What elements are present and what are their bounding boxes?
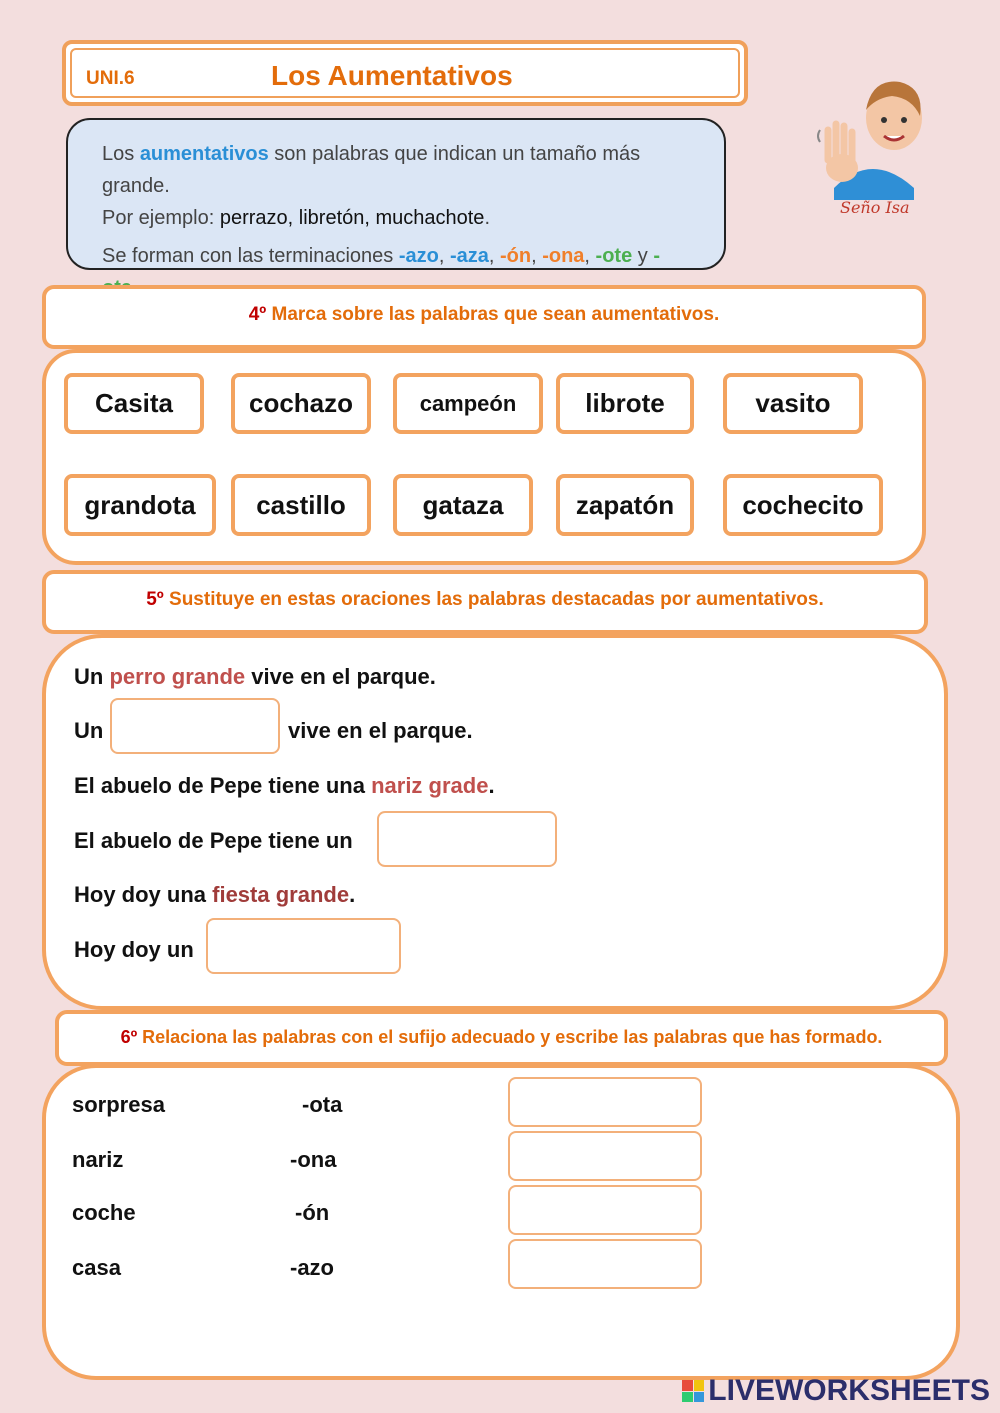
answer-3-input[interactable] — [206, 918, 401, 974]
info-text: . — [484, 207, 490, 229]
suffix-ona: -ona — [542, 245, 585, 267]
sentence-text: vive en el parque. — [245, 664, 436, 689]
signature: Seño Isa — [840, 198, 910, 217]
exercise-number: 5º — [146, 589, 164, 610]
word-option[interactable]: vasito — [723, 373, 863, 434]
suffix-ota: - — [653, 245, 660, 267]
sep: , — [584, 245, 596, 267]
word-option[interactable]: Casita — [64, 373, 204, 434]
exercise5-instruction — [42, 570, 928, 634]
relate-answer-input[interactable] — [508, 1185, 702, 1235]
word-option[interactable]: campeón — [393, 373, 543, 434]
info-text: Los — [102, 143, 140, 165]
info-text: son palabras que indican un tamaño más grande. — [102, 143, 641, 197]
word-option[interactable]: cochecito — [723, 474, 883, 536]
liveworksheets-icon — [682, 1380, 704, 1402]
word-option[interactable]: grandota — [64, 474, 216, 536]
sep: , — [438, 245, 450, 267]
answer-1-input[interactable] — [110, 698, 280, 754]
sentence-text: . — [488, 773, 495, 798]
relate-suffix[interactable]: -azo — [290, 1255, 334, 1280]
answer-1-suffix: vive en el parque. — [288, 718, 473, 743]
suffix-ote: -ote — [595, 245, 633, 267]
relate-answer-input[interactable] — [508, 1239, 702, 1289]
title-box — [62, 40, 748, 106]
word-option[interactable]: zapatón — [556, 474, 694, 536]
answer-2-input[interactable] — [377, 811, 557, 867]
and: y — [632, 245, 654, 267]
info-line-1 — [102, 138, 690, 202]
answer-2-prefix: El abuelo de Pepe tiene un — [74, 828, 353, 853]
relate-word[interactable]: casa — [72, 1255, 121, 1280]
word-option[interactable]: gataza — [393, 474, 533, 536]
answer-3-prefix: Hoy doy un — [74, 937, 194, 962]
brand-text: LIVEWORKSHEETS — [708, 1374, 990, 1407]
suffix-on: -ón — [499, 245, 532, 267]
liveworksheets-logo — [682, 1374, 990, 1408]
highlight-word: nariz grade — [371, 773, 489, 798]
sep: , — [531, 245, 543, 267]
info-keyword: aumentativos — [139, 143, 269, 165]
sentence-3 — [74, 882, 355, 908]
info-text: Se forman con las terminaciones — [102, 245, 399, 267]
instruction-text: Relaciona las palabras con el sufijo adecuado y escribe las palabras que has formado. — [137, 1027, 883, 1047]
relate-suffix[interactable]: -ón — [295, 1200, 330, 1225]
suffix-azo: -azo — [398, 245, 439, 267]
relate-answer-input[interactable] — [508, 1077, 702, 1127]
answer-1-prefix: Un — [74, 718, 104, 743]
sentence-1 — [74, 664, 436, 690]
sentence-text: Un — [74, 664, 110, 689]
sentence-text: . — [349, 882, 356, 907]
relate-answer-input[interactable] — [508, 1131, 702, 1181]
exercise4-instruction — [42, 285, 926, 349]
instruction-text: Sustituye en estas oraciones las palabras destacadas por aumentativos. — [163, 589, 824, 610]
instruction-text: Marca sobre las palabras que sean aumentativos. — [266, 304, 720, 325]
relate-suffix[interactable]: -ota — [302, 1092, 343, 1117]
sep: , — [488, 245, 500, 267]
word-option[interactable]: librote — [556, 373, 694, 434]
exercise6-instruction — [55, 1010, 948, 1066]
info-text: Por ejemplo: — [102, 207, 220, 229]
exercise-number: 6º — [120, 1027, 138, 1047]
word-option[interactable]: castillo — [231, 474, 371, 536]
sentence-text: Hoy doy una — [74, 882, 213, 907]
info-examples: perrazo, libretón, muchachote — [219, 207, 485, 229]
info-line-2 — [102, 202, 690, 234]
exercise-number: 4º — [248, 304, 267, 325]
relate-word[interactable]: sorpresa — [72, 1092, 165, 1117]
exercise6-panel — [42, 1064, 960, 1380]
page-title: Los Aumentativos — [271, 60, 513, 91]
relate-suffix[interactable]: -ona — [290, 1147, 337, 1172]
word-option[interactable]: cochazo — [231, 373, 371, 434]
highlight-word: fiesta grande — [212, 882, 350, 907]
info-box — [66, 118, 726, 270]
sentence-text: El abuelo de Pepe tiene una — [74, 773, 372, 798]
relate-word[interactable]: nariz — [72, 1147, 124, 1172]
relate-word[interactable]: coche — [72, 1200, 136, 1225]
suffix-aza: -aza — [449, 245, 489, 267]
sentence-2 — [74, 773, 495, 799]
unit-label: UNI.6 — [86, 68, 135, 89]
highlight-word: perro grande — [109, 664, 246, 689]
